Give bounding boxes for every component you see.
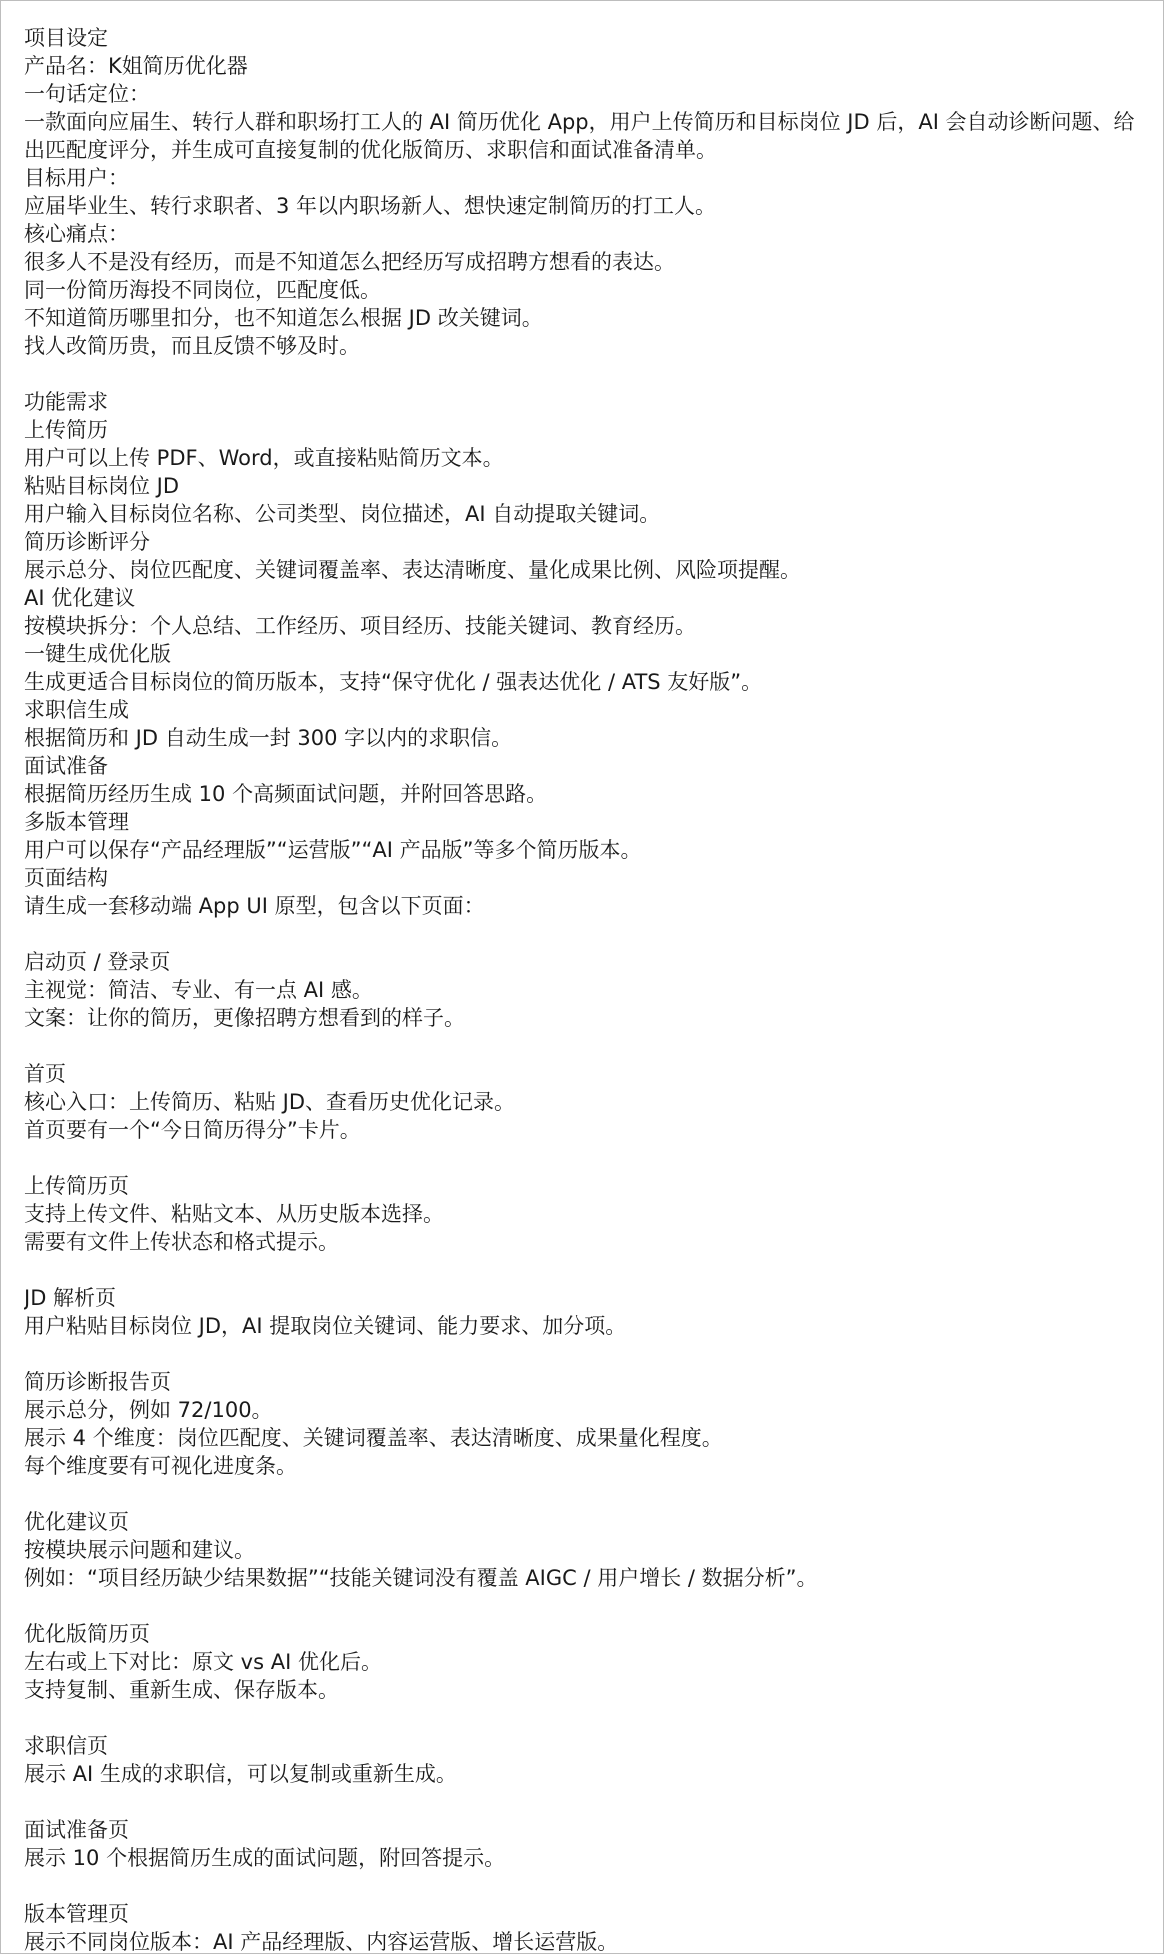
blank-line bbox=[24, 1480, 1144, 1508]
blank-line bbox=[24, 1340, 1144, 1368]
document-body bbox=[24, 24, 1144, 1956]
feature-description: 用户输入目标岗位名称、公司类型、岗位描述，AI 自动提取关键词。 bbox=[24, 502, 661, 526]
pain-points-label: 核心痛点： bbox=[24, 222, 129, 246]
page-description: 每个维度要有可视化进度条。 bbox=[24, 1454, 297, 1478]
page-title: 上传简历页 bbox=[24, 1174, 129, 1198]
page-description: 需要有文件上传状态和格式提示。 bbox=[24, 1230, 339, 1254]
page-title: 简历诊断报告页 bbox=[24, 1370, 171, 1394]
positioning-text: 一款面向应届生、转行人群和职场打工人的 AI 简历优化 App，用户上传简历和目标岗位 JD 后，AI 会自动诊断问题、给出匹配度评分，并生成可直接复制的优化版简历、求职信和面试准备清单。 bbox=[24, 110, 1135, 162]
page-description: 用户粘贴目标岗位 JD，AI 提取岗位关键词、能力要求、加分项。 bbox=[24, 1314, 627, 1338]
feature-title: 粘贴目标岗位 JD bbox=[24, 474, 180, 498]
page-title: 面试准备页 bbox=[24, 1818, 129, 1842]
feature-title: 面试准备 bbox=[24, 754, 108, 778]
page-title: 优化建议页 bbox=[24, 1510, 129, 1534]
page-title: JD 解析页 bbox=[24, 1286, 117, 1310]
feature-description: 根据简历和 JD 自动生成一封 300 字以内的求职信。 bbox=[24, 726, 513, 750]
pain-point-item: 很多人不是没有经历，而是不知道怎么把经历写成招聘方想看的表达。 bbox=[24, 250, 675, 274]
blank-line bbox=[24, 1872, 1144, 1900]
blank-line bbox=[24, 1704, 1144, 1732]
feature-description: 展示总分、岗位匹配度、关键词覆盖率、表达清晰度、量化成果比例、风险项提醒。 bbox=[24, 558, 801, 582]
pain-point-item: 不知道简历哪里扣分，也不知道怎么根据 JD 改关键词。 bbox=[24, 306, 543, 330]
page-description: 展示不同岗位版本：AI 产品经理版、内容运营版、增长运营版。 bbox=[24, 1930, 619, 1954]
target-users-text: 应届毕业生、转行求职者、3 年以内职场新人、想快速定制简历的打工人。 bbox=[24, 194, 717, 218]
blank-line bbox=[24, 1144, 1144, 1172]
feature-description: 用户可以保存“产品经理版”“运营版”“AI 产品版”等多个简历版本。 bbox=[24, 838, 642, 862]
feature-title: AI 优化建议 bbox=[24, 586, 136, 610]
page-title: 版本管理页 bbox=[24, 1902, 129, 1926]
feature-title: 求职信生成 bbox=[24, 698, 129, 722]
feature-description: 根据简历经历生成 10 个高频面试问题，并附回答思路。 bbox=[24, 782, 548, 806]
feature-title: 一键生成优化版 bbox=[24, 642, 171, 666]
blank-line bbox=[24, 920, 1144, 948]
feature-title: 上传简历 bbox=[24, 418, 108, 442]
page-description: 例如：“项目经历缺少结果数据”“技能关键词没有覆盖 AIGC / 用户增长 / 数据分析”。 bbox=[24, 1566, 818, 1590]
page-title: 启动页 / 登录页 bbox=[24, 950, 171, 974]
page-description: 支持上传文件、粘贴文本、从历史版本选择。 bbox=[24, 1202, 444, 1226]
page-description: 展示 4 个维度：岗位匹配度、关键词覆盖率、表达清晰度、成果量化程度。 bbox=[24, 1426, 723, 1450]
blank-line bbox=[24, 1256, 1144, 1284]
page-description: 主视觉：简洁、专业、有一点 AI 感。 bbox=[24, 978, 373, 1002]
page-description: 文案：让你的简历，更像招聘方想看到的样子。 bbox=[24, 1006, 465, 1030]
page-title: 首页 bbox=[24, 1062, 66, 1086]
blank-line bbox=[24, 1592, 1144, 1620]
product-name-line: 产品名：K姐简历优化器 bbox=[24, 54, 248, 78]
page-title: 求职信页 bbox=[24, 1734, 108, 1758]
blank-line bbox=[24, 1788, 1144, 1816]
page-description: 展示 AI 生成的求职信，可以复制或重新生成。 bbox=[24, 1762, 457, 1786]
feature-description: 按模块拆分：个人总结、工作经历、项目经历、技能关键词、教育经历。 bbox=[24, 614, 696, 638]
page-description: 按模块展示问题和建议。 bbox=[24, 1538, 255, 1562]
page-description: 首页要有一个“今日简历得分”卡片。 bbox=[24, 1118, 361, 1142]
page-description: 支持复制、重新生成、保存版本。 bbox=[24, 1678, 339, 1702]
feature-title: 多版本管理 bbox=[24, 810, 129, 834]
positioning-label: 一句话定位： bbox=[24, 82, 150, 106]
page-description: 核心入口：上传简历、粘贴 JD、查看历史优化记录。 bbox=[24, 1090, 516, 1114]
feature-description: 用户可以上传 PDF、Word，或直接粘贴简历文本。 bbox=[24, 446, 504, 470]
pain-point-item: 同一份简历海投不同岗位，匹配度低。 bbox=[24, 278, 381, 302]
pain-point-item: 找人改简历贵，而且反馈不够及时。 bbox=[24, 334, 360, 358]
feature-description: 生成更适合目标岗位的简历版本，支持“保守优化 / 强表达优化 / ATS 友好版”。 bbox=[24, 670, 763, 694]
page-description: 左右或上下对比：原文 vs AI 优化后。 bbox=[24, 1650, 382, 1674]
section-heading-features: 功能需求 bbox=[24, 390, 108, 414]
page-description: 展示总分，例如 72/100。 bbox=[24, 1398, 273, 1422]
blank-line bbox=[24, 1032, 1144, 1060]
feature-title: 简历诊断评分 bbox=[24, 530, 150, 554]
page-structure-intro: 请生成一套移动端 App UI 原型，包含以下页面： bbox=[24, 894, 485, 918]
section-heading-project-setup: 项目设定 bbox=[24, 26, 108, 50]
section-heading-page-structure: 页面结构 bbox=[24, 866, 108, 890]
blank-line bbox=[24, 360, 1144, 388]
target-users-label: 目标用户： bbox=[24, 166, 129, 190]
page-description: 展示 10 个根据简历生成的面试问题，附回答提示。 bbox=[24, 1846, 506, 1870]
page-title: 优化版简历页 bbox=[24, 1622, 150, 1646]
